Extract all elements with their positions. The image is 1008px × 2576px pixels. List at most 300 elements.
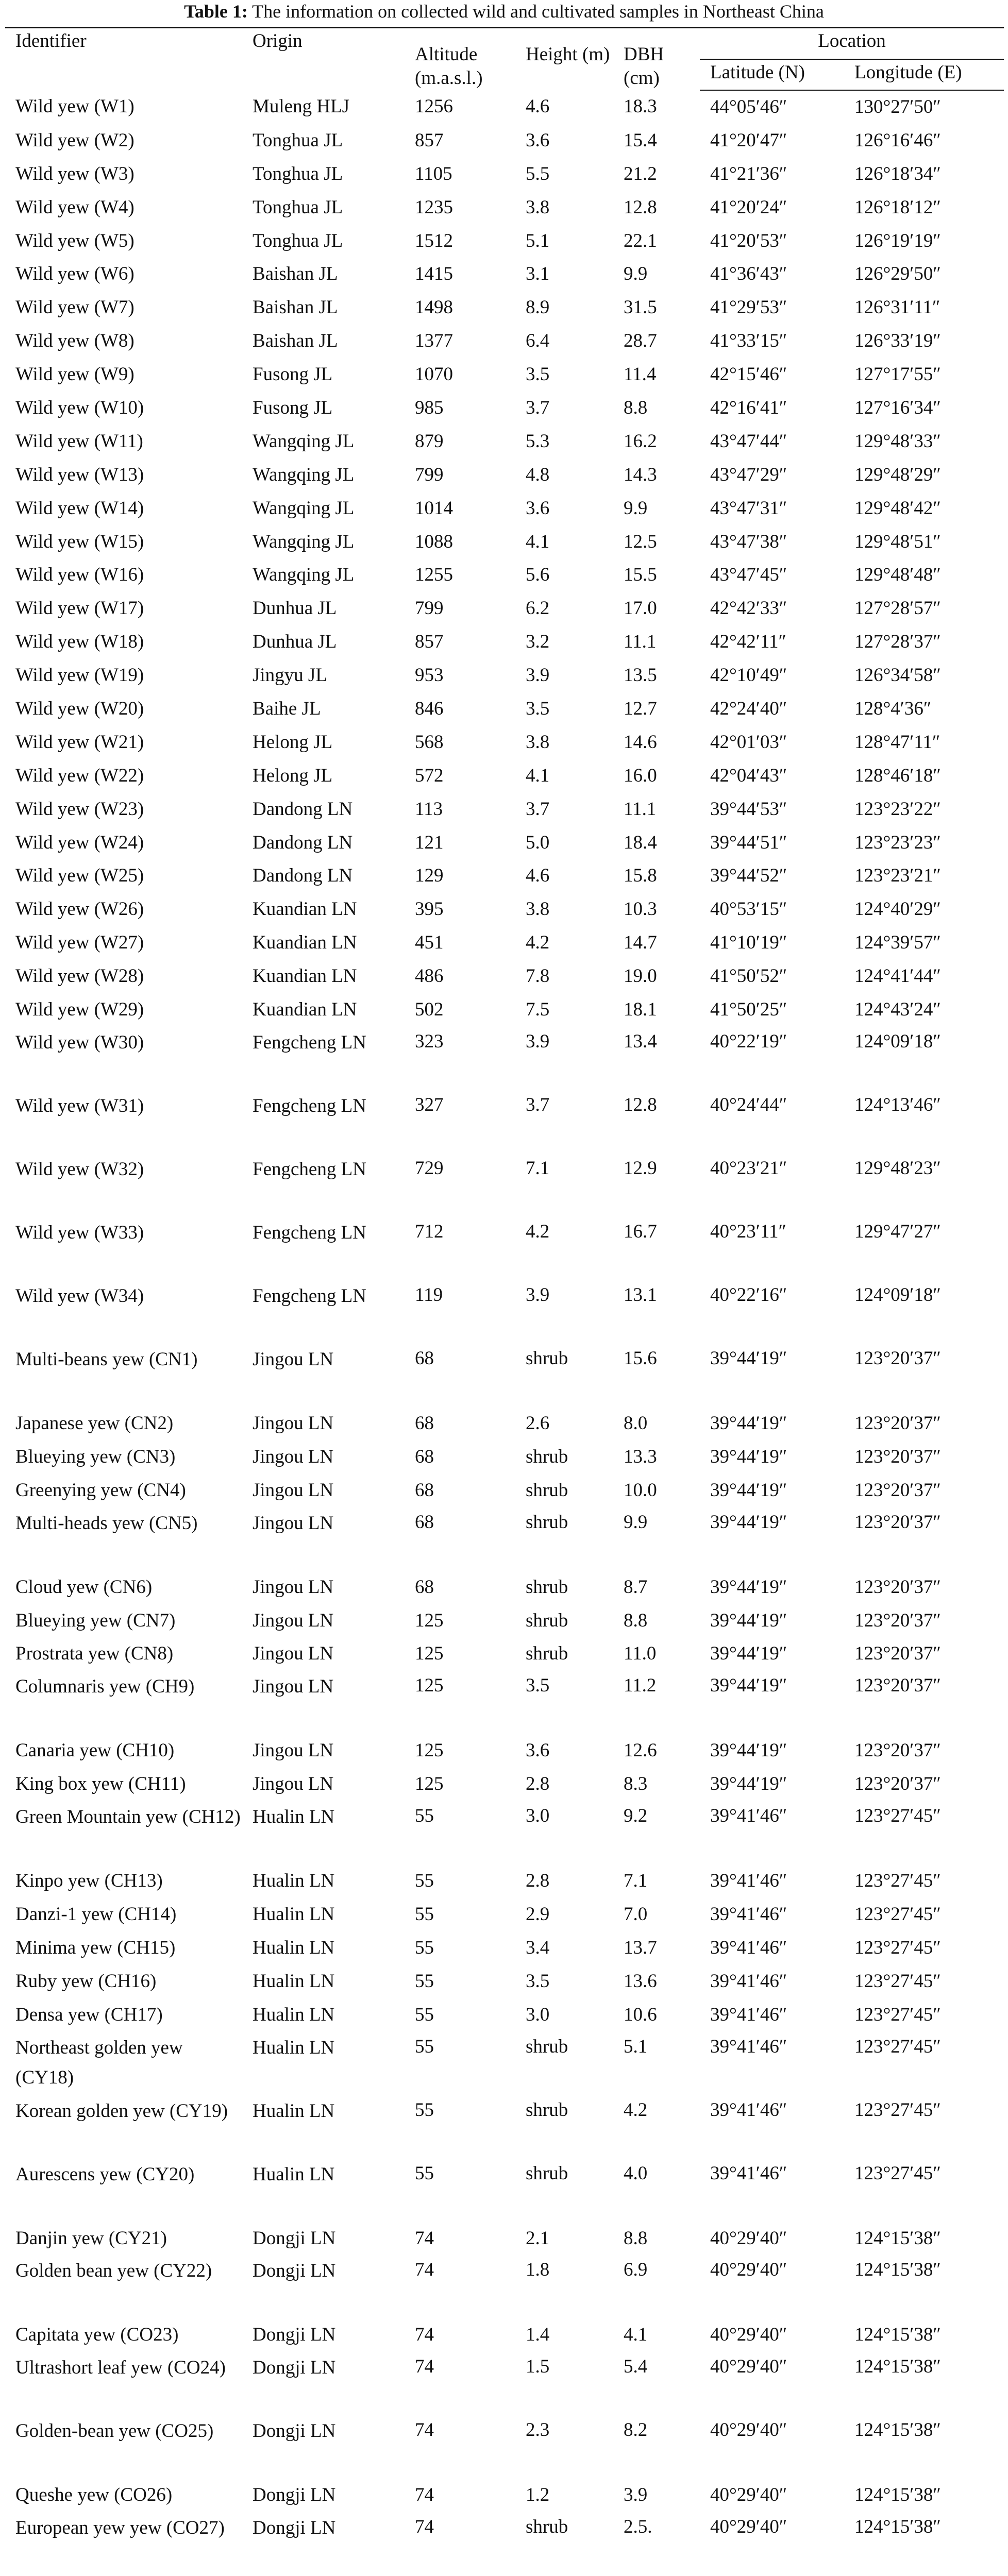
table-row	[5, 492, 1004, 526]
cell-dbh: 14.7	[624, 932, 657, 954]
cell-origin: Tonghua JL	[253, 163, 343, 184]
cell-origin: Jingou LN	[253, 1446, 334, 1467]
cell-altitude: 55	[415, 1903, 434, 1925]
cell-height: 4.6	[526, 865, 550, 887]
cell-height: shrub	[526, 1446, 568, 1467]
cell-latitude: 40°23′11″	[710, 1221, 786, 1242]
cell-height: 3.8	[526, 196, 550, 218]
cell-longitude: 124°15′38″	[854, 2227, 941, 2249]
cell-origin: Wangqing JL	[253, 464, 355, 485]
cell-latitude: 42°04′43″	[710, 765, 787, 786]
cell-origin: Hualin LN	[253, 1970, 335, 1992]
table-caption	[0, 0, 1008, 24]
cell-height: 5.3	[526, 430, 550, 452]
cell-origin: Kuandian LN	[253, 899, 357, 920]
table-row	[5, 358, 1004, 392]
cell-altitude: 1415	[415, 263, 453, 285]
cell-height: 3.0	[526, 2004, 550, 2025]
cell-altitude: 74	[415, 2227, 434, 2249]
table-row	[5, 1507, 1004, 1571]
cell-identifier: Wild yew (W14)	[15, 497, 144, 519]
cell-identifier: Wild yew (W23)	[15, 798, 144, 820]
cell-height: 4.1	[526, 765, 550, 786]
table-row	[5, 459, 1004, 492]
cell-height: 3.7	[526, 798, 550, 820]
cell-longitude: 123°27′45″	[854, 2036, 941, 2057]
cell-identifier: Danzi-1 yew (CH14)	[15, 1903, 177, 1925]
cell-identifier: Wild yew (W1)	[15, 96, 135, 117]
cell-origin: Jingou LN	[253, 1479, 334, 1501]
header-height: Height (m)	[526, 44, 610, 65]
cell-longitude: 128°4′36″	[854, 698, 932, 720]
cell-height: 3.0	[526, 1805, 550, 1827]
cell-altitude: 486	[415, 965, 444, 987]
cell-origin: Jingou LN	[253, 1643, 334, 1665]
cell-identifier: Wild yew (W21)	[15, 731, 144, 753]
cell-longitude: 123°23′23″	[854, 832, 941, 853]
cell-identifier: Multi-beans yew (CN1)	[15, 1348, 198, 1370]
cell-dbh: 12.9	[624, 1157, 657, 1179]
cell-latitude: 39°41′46″	[710, 2099, 787, 2121]
cell-height: 3.1	[526, 263, 550, 285]
cell-longitude: 124°40′29″	[854, 899, 941, 920]
cell-height: 6.4	[526, 330, 550, 352]
cell-altitude: 1088	[415, 531, 453, 552]
cell-identifier: Wild yew (W22)	[15, 765, 144, 786]
table-row	[5, 1898, 1004, 1931]
cell-latitude: 41°10′19″	[710, 932, 787, 954]
table-row	[5, 392, 1004, 425]
cell-height: 4.2	[526, 932, 550, 954]
cell-height: 1.8	[526, 2259, 550, 2281]
cell-latitude: 43°47′29″	[710, 464, 787, 485]
table-row	[5, 1090, 1004, 1154]
cell-dbh: 10.0	[624, 1479, 657, 1501]
cell-longitude: 128°47′11″	[854, 731, 940, 753]
cell-longitude: 124°15′38″	[854, 2356, 941, 2378]
cell-dbh: 17.0	[624, 598, 657, 619]
cell-height: shrub	[526, 1479, 568, 1501]
cell-height: shrub	[526, 1511, 568, 1533]
cell-height: 3.9	[526, 1030, 550, 1052]
cell-identifier: Golden-bean yew (CO25)	[15, 2420, 214, 2442]
cell-dbh: 3.9	[624, 2484, 648, 2506]
table-row	[5, 1027, 1004, 1090]
table-row	[5, 926, 1004, 960]
cell-origin: Fengcheng LN	[253, 1285, 366, 1307]
cell-altitude: 74	[415, 2356, 434, 2378]
cell-dbh: 7.1	[624, 1870, 648, 1892]
cell-height: 5.5	[526, 163, 550, 184]
cell-longitude: 123°27′45″	[854, 1970, 941, 1992]
cell-identifier: Northeast golden yew (CY18)	[15, 2037, 183, 2088]
cell-latitude: 39°44′19″	[710, 1675, 787, 1697]
table-row	[5, 2479, 1004, 2512]
cell-identifier: Wild yew (W33)	[15, 1222, 144, 1243]
cell-identifier: Wild yew (W5)	[15, 230, 135, 251]
cell-identifier: Prostrata yew (CN8)	[15, 1643, 174, 1665]
cell-altitude: 74	[415, 2516, 434, 2538]
table-row	[5, 759, 1004, 793]
cell-longitude: 123°27′45″	[854, 2004, 941, 2025]
cell-dbh: 11.2	[624, 1675, 657, 1697]
table-row	[5, 158, 1004, 191]
table-row	[5, 2222, 1004, 2256]
cell-height: 3.6	[526, 129, 550, 151]
cell-altitude: 879	[415, 430, 444, 452]
cell-height: 3.7	[526, 1094, 550, 1115]
cell-origin: Dongji LN	[253, 2517, 336, 2539]
cell-altitude: 953	[415, 665, 444, 686]
caption-text: The information on collected wild and cultivated samples in Northeast China	[252, 1, 824, 22]
cell-latitude: 42°16′41″	[710, 397, 787, 419]
cell-identifier: Densa yew (CH17)	[15, 2004, 163, 2025]
cell-height: shrub	[526, 1609, 568, 1631]
cell-latitude: 43°47′38″	[710, 531, 787, 552]
table-row	[5, 2255, 1004, 2318]
table-row	[5, 1344, 1004, 1407]
cell-longitude: 129°48′48″	[854, 564, 941, 586]
cell-latitude: 39°44′19″	[710, 1347, 787, 1369]
cell-longitude: 126°18′12″	[854, 196, 941, 218]
cell-identifier: Wild yew (W32)	[15, 1158, 144, 1180]
cell-identifier: Greenying yew (CN4)	[15, 1479, 186, 1501]
cell-origin: Hualin LN	[253, 1806, 335, 1828]
cell-height: 2.3	[526, 2419, 550, 2441]
cell-dbh: 9.9	[624, 263, 648, 285]
cell-origin: Dongji LN	[253, 2484, 336, 2506]
cell-altitude: 572	[415, 765, 444, 786]
cell-identifier: Wild yew (W30)	[15, 1031, 144, 1053]
cell-altitude: 712	[415, 1221, 444, 1242]
cell-longitude: 126°29′50″	[854, 263, 941, 285]
cell-latitude: 42°01′03″	[710, 731, 787, 753]
cell-origin: Fengcheng LN	[253, 1031, 366, 1053]
cell-longitude: 123°27′45″	[854, 2162, 941, 2184]
cell-origin: Jingou LN	[253, 1348, 334, 1370]
cell-dbh: 13.5	[624, 665, 657, 686]
cell-longitude: 124°15′38″	[854, 2324, 941, 2346]
cell-latitude: 40°29′40″	[710, 2484, 787, 2506]
cell-height: 1.5	[526, 2356, 550, 2378]
cell-dbh: 31.5	[624, 297, 657, 318]
cell-height: 3.2	[526, 631, 550, 653]
cell-height: 3.9	[526, 1284, 550, 1306]
cell-longitude: 129°48′33″	[854, 430, 941, 452]
table-row	[5, 2415, 1004, 2479]
cell-origin: Dandong LN	[253, 798, 353, 820]
cell-longitude: 123°23′22″	[854, 798, 941, 820]
cell-longitude: 129°47′27″	[854, 1221, 941, 1242]
table-row	[5, 625, 1004, 659]
cell-identifier: Korean golden yew (CY19)	[15, 2100, 228, 2122]
cell-origin: Dongji LN	[253, 2227, 336, 2249]
table-row	[5, 2512, 1004, 2575]
cell-dbh: 11.1	[624, 798, 657, 820]
cell-height: shrub	[526, 2516, 568, 2538]
cell-altitude: 857	[415, 129, 444, 151]
cell-latitude: 41°50′25″	[710, 999, 787, 1021]
table-body	[5, 90, 1004, 2576]
cell-altitude: 68	[415, 1446, 434, 1467]
table-row	[5, 2318, 1004, 2352]
cell-longitude: 123°23′21″	[854, 865, 941, 887]
cell-origin: Dongji LN	[253, 2357, 336, 2379]
cell-altitude: 125	[415, 1740, 444, 1761]
cell-height: 3.8	[526, 731, 550, 753]
table-row	[5, 1865, 1004, 1898]
cell-longitude: 130°27′50″	[854, 96, 941, 117]
cell-dbh: 18.3	[624, 96, 657, 117]
table-row	[5, 1931, 1004, 1965]
cell-dbh: 8.7	[624, 1576, 648, 1598]
cell-origin: Jingyu JL	[253, 665, 327, 686]
cell-origin: Baihe JL	[253, 698, 321, 720]
cell-longitude: 126°31′11″	[854, 297, 940, 318]
cell-longitude: 123°20′37″	[854, 1479, 941, 1501]
header-latitude: Latitude (N)	[700, 59, 844, 91]
cell-origin: Fengcheng LN	[253, 1158, 366, 1180]
cell-dbh: 15.6	[624, 1347, 657, 1369]
cell-origin: Jingou LN	[253, 1773, 334, 1795]
cell-height: shrub	[526, 1643, 568, 1665]
cell-latitude: 39°41′46″	[710, 2162, 787, 2184]
cell-identifier: Canaria yew (CH10)	[15, 1740, 175, 1761]
table-row	[5, 1407, 1004, 1440]
cell-altitude: 55	[415, 1870, 434, 1892]
cell-identifier: Kinpo yew (CH13)	[15, 1870, 163, 1892]
cell-dbh: 4.2	[624, 2099, 648, 2121]
cell-origin: Hualin LN	[253, 2037, 335, 2058]
cell-height: shrub	[526, 1347, 568, 1369]
cell-dbh: 15.4	[624, 129, 657, 151]
cell-latitude: 39°41′46″	[710, 1970, 787, 1992]
cell-altitude: 113	[415, 798, 443, 820]
cell-origin: Wangqing JL	[253, 531, 355, 552]
cell-latitude: 42°24′40″	[710, 698, 787, 720]
cell-latitude: 39°44′53″	[710, 798, 787, 820]
cell-longitude: 127°28′57″	[854, 598, 941, 619]
table-row	[5, 793, 1004, 826]
cell-longitude: 123°20′37″	[854, 1347, 941, 1369]
cell-altitude: 125	[415, 1643, 444, 1665]
cell-altitude: 119	[415, 1284, 443, 1306]
cell-latitude: 39°44′19″	[710, 1412, 787, 1434]
cell-latitude: 40°29′40″	[710, 2324, 787, 2346]
table-row	[5, 2032, 1004, 2095]
cell-dbh: 5.4	[624, 2356, 648, 2378]
cell-identifier: Wild yew (W6)	[15, 263, 135, 285]
cell-height: 5.1	[526, 230, 550, 251]
cell-height: 4.2	[526, 1221, 550, 1242]
cell-altitude: 985	[415, 397, 444, 419]
cell-altitude: 451	[415, 932, 444, 954]
cell-latitude: 39°44′19″	[710, 1511, 787, 1533]
cell-identifier: Wild yew (W15)	[15, 531, 144, 552]
cell-longitude: 124°15′38″	[854, 2259, 941, 2281]
cell-latitude: 39°44′51″	[710, 832, 787, 853]
cell-latitude: 39°44′19″	[710, 1609, 787, 1631]
cell-altitude: 846	[415, 698, 444, 720]
table-row	[5, 692, 1004, 726]
cell-latitude: 41°36′43″	[710, 263, 787, 285]
cell-identifier: Wild yew (W31)	[15, 1095, 144, 1116]
header-altitude: Altitude (m.a.s.l.)	[415, 44, 483, 89]
cell-identifier: Columnaris yew (CH9)	[15, 1676, 195, 1698]
cell-identifier: Wild yew (W10)	[15, 397, 144, 419]
cell-origin: Baishan JL	[253, 263, 338, 285]
cell-dbh: 12.6	[624, 1740, 657, 1761]
cell-origin: Kuandian LN	[253, 965, 357, 987]
cell-latitude: 41°21′36″	[710, 163, 787, 184]
cell-height: shrub	[526, 1576, 568, 1598]
cell-identifier: Wild yew (W24)	[15, 832, 144, 853]
cell-longitude: 124°15′38″	[854, 2484, 941, 2506]
table-row	[5, 2095, 1004, 2159]
cell-latitude: 40°22′16″	[710, 1284, 787, 1306]
header-location: Location	[700, 28, 1004, 59]
cell-identifier: Japanese yew (CN2)	[15, 1412, 174, 1434]
cell-longitude: 123°20′37″	[854, 1412, 941, 1434]
table-row	[5, 2159, 1004, 2222]
cell-dbh: 9.9	[624, 497, 648, 519]
cell-dbh: 12.8	[624, 1094, 657, 1115]
cell-origin: Tonghua JL	[253, 196, 343, 218]
cell-dbh: 8.3	[624, 1773, 648, 1795]
cell-longitude: 123°20′37″	[854, 1773, 941, 1795]
cell-height: 3.4	[526, 1937, 550, 1958]
cell-longitude: 126°34′58″	[854, 665, 941, 686]
cell-height: 5.6	[526, 564, 550, 586]
cell-origin: Jingou LN	[253, 1740, 334, 1761]
table-row	[5, 425, 1004, 459]
cell-dbh: 4.0	[624, 2162, 648, 2184]
cell-longitude: 123°27′45″	[854, 1870, 941, 1892]
cell-latitude: 44°05′46″	[710, 96, 787, 117]
cell-longitude: 123°20′37″	[854, 1576, 941, 1598]
cell-longitude: 128°46′18″	[854, 765, 941, 786]
cell-altitude: 129	[415, 865, 444, 887]
cell-dbh: 10.3	[624, 899, 657, 920]
cell-identifier: Wild yew (W29)	[15, 999, 144, 1021]
cell-longitude: 123°27′45″	[854, 1903, 941, 1925]
cell-longitude: 129°48′29″	[854, 464, 941, 485]
cell-longitude: 126°33′19″	[854, 330, 941, 352]
cell-latitude: 39°41′46″	[710, 1937, 787, 1958]
cell-longitude: 123°27′45″	[854, 1805, 941, 1827]
cell-identifier: Wild yew (W34)	[15, 1285, 144, 1307]
cell-dbh: 22.1	[624, 230, 657, 251]
cell-height: 1.2	[526, 2484, 550, 2506]
cell-latitude: 40°22′19″	[710, 1030, 787, 1052]
cell-altitude: 1377	[415, 330, 453, 352]
cell-dbh: 18.4	[624, 832, 657, 853]
cell-identifier: Ruby yew (CH16)	[15, 1970, 157, 1992]
cell-origin: Jingou LN	[253, 1609, 334, 1631]
cell-height: shrub	[526, 2099, 568, 2121]
cell-longitude: 123°27′45″	[854, 1937, 941, 1958]
cell-height: 3.5	[526, 364, 550, 385]
cell-latitude: 42°10′49″	[710, 665, 787, 686]
cell-origin: Kuandian LN	[253, 999, 357, 1021]
cell-longitude: 127°17′55″	[854, 364, 941, 385]
table-row	[5, 993, 1004, 1027]
table-row	[5, 258, 1004, 291]
cell-longitude: 123°20′37″	[854, 1740, 941, 1761]
cell-origin: Helong JL	[253, 765, 333, 786]
cell-latitude: 39°44′52″	[710, 865, 787, 887]
cell-origin: Wangqing JL	[253, 564, 355, 586]
cell-dbh: 13.1	[624, 1284, 657, 1306]
cell-origin: Dunhua JL	[253, 598, 337, 619]
cell-longitude: 123°27′45″	[854, 2099, 941, 2121]
cell-height: 2.1	[526, 2227, 550, 2249]
cell-altitude: 1014	[415, 497, 453, 519]
table-row	[5, 592, 1004, 625]
cell-origin: Hualin LN	[253, 2100, 335, 2122]
cell-altitude: 55	[415, 2004, 434, 2025]
cell-longitude: 123°20′37″	[854, 1609, 941, 1631]
cell-dbh: 15.8	[624, 865, 657, 887]
cell-identifier: Wild yew (W9)	[15, 364, 135, 385]
cell-height: 7.5	[526, 999, 550, 1021]
cell-height: 8.9	[526, 297, 550, 318]
cell-height: 3.5	[526, 1970, 550, 1992]
cell-identifier: Wild yew (W8)	[15, 330, 135, 352]
cell-height: 7.1	[526, 1157, 550, 1179]
cell-altitude: 55	[415, 1937, 434, 1958]
cell-dbh: 5.1	[624, 2036, 648, 2057]
table-row	[5, 1571, 1004, 1604]
cell-height: 2.6	[526, 1412, 550, 1434]
cell-dbh: 8.8	[624, 1609, 648, 1631]
cell-latitude: 41°20′53″	[710, 230, 787, 251]
cell-altitude: 502	[415, 999, 444, 1021]
cell-latitude: 40°29′40″	[710, 2516, 787, 2538]
cell-identifier: Cloud yew (CN6)	[15, 1576, 153, 1598]
cell-longitude: 123°20′37″	[854, 1675, 941, 1697]
cell-latitude: 39°44′19″	[710, 1446, 787, 1467]
cell-origin: Baishan JL	[253, 330, 338, 352]
cell-identifier: Wild yew (W11)	[15, 430, 143, 452]
cell-identifier: King box yew (CH11)	[15, 1773, 186, 1795]
cell-latitude: 42°15′46″	[710, 364, 787, 385]
cell-altitude: 857	[415, 631, 444, 653]
cell-height: 6.2	[526, 598, 550, 619]
cell-identifier: Wild yew (W2)	[15, 129, 135, 151]
cell-latitude: 41°29′53″	[710, 297, 787, 318]
cell-latitude: 39°44′19″	[710, 1643, 787, 1665]
header-origin: Origin	[253, 30, 303, 52]
cell-longitude: 124°15′38″	[854, 2419, 941, 2441]
cell-dbh: 21.2	[624, 163, 657, 184]
cell-identifier: Wild yew (W3)	[15, 163, 135, 184]
cell-altitude: 55	[415, 2099, 434, 2121]
cell-altitude: 68	[415, 1576, 434, 1598]
cell-height: 3.6	[526, 1740, 550, 1761]
cell-dbh: 18.1	[624, 999, 657, 1021]
cell-origin: Hualin LN	[253, 1870, 335, 1892]
table-row	[5, 960, 1004, 993]
caption-label: Table 1:	[184, 1, 248, 22]
cell-height: 1.4	[526, 2324, 550, 2346]
cell-latitude: 40°29′40″	[710, 2227, 787, 2249]
table-row	[5, 1280, 1004, 1344]
cell-dbh: 8.2	[624, 2419, 648, 2441]
cell-dbh: 13.7	[624, 1937, 657, 1958]
cell-dbh: 12.7	[624, 698, 657, 720]
cell-height: 3.7	[526, 397, 550, 419]
